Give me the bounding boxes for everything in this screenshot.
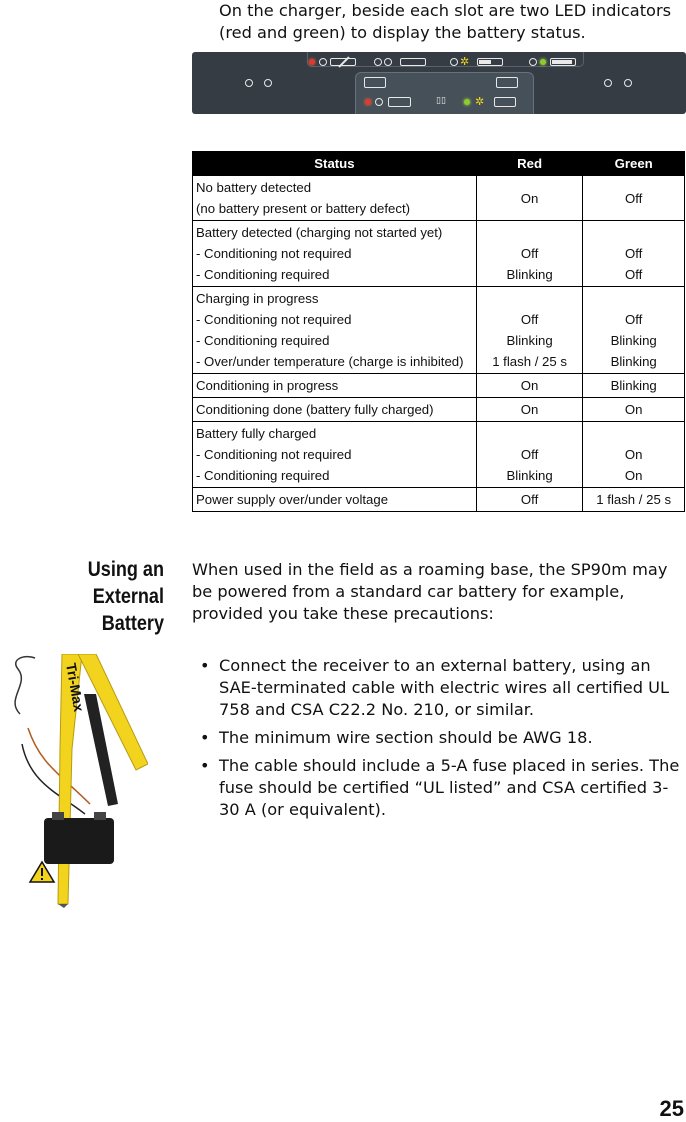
battery-charge-level <box>552 60 572 64</box>
red-value: On <box>520 190 539 206</box>
list-item-text: The cable should include a 5-A fuse placed in series. The fuse should be certified “UL listed” and CSA certified 3-30 A (or equivalent). <box>219 756 680 819</box>
warning-battery-icon <box>388 97 411 107</box>
list-item <box>192 655 686 721</box>
battery-terminal <box>52 812 64 820</box>
green-led-icon <box>464 99 470 105</box>
red-cell <box>476 488 583 512</box>
intro-paragraph: On the charger, beside each slot are two LED indicators (red and green) to display the battery status. <box>219 1 672 42</box>
tripod-battery-photo <box>0 654 148 908</box>
red-value: Off <box>520 312 539 327</box>
red-cell <box>476 287 583 374</box>
status-line: Charging in progress <box>196 291 319 306</box>
red-cell <box>476 374 583 398</box>
status-line: Battery detected (charging not started yet) <box>196 225 443 240</box>
list-item-text: The minimum wire section should be AWG 18. <box>219 728 593 747</box>
table-header-row <box>193 152 685 176</box>
section-body: When used in the field as a roaming base, the SP90m may be powered from a standard car battery for example, provided you take these precautions: <box>192 560 668 623</box>
green-value: Off <box>624 190 643 206</box>
blinking-led-icon: ✲ <box>475 95 485 108</box>
red-cell <box>476 221 583 287</box>
green-value: On <box>624 402 643 417</box>
red-value: On <box>520 402 539 417</box>
warning-icon-mark <box>41 868 43 876</box>
bullet-icon: • <box>200 756 210 775</box>
warning-icon-mark <box>41 878 43 880</box>
tripod-brand: Tri-Max <box>63 661 88 713</box>
status-cell <box>193 374 477 398</box>
status-line: - Conditioning required <box>196 267 330 282</box>
charging-battery-icon <box>477 58 503 66</box>
status-line: Power supply over/under voltage <box>196 492 389 507</box>
mounting-hole-icon <box>264 79 272 87</box>
tripod-foot <box>58 904 68 908</box>
precautions-list <box>192 655 686 827</box>
green-cell <box>583 176 685 221</box>
red-cell <box>476 422 583 488</box>
green-value: Off <box>624 267 643 282</box>
bullet-icon: • <box>200 728 210 747</box>
header-green: Green <box>583 152 685 176</box>
charger-led-panel <box>192 52 686 114</box>
led-off-icon <box>375 98 383 106</box>
green-value: 1 flash / 25 s <box>596 492 672 507</box>
red-value: Blinking <box>506 267 553 282</box>
cable-wire-black <box>22 744 85 814</box>
red-led-icon <box>365 99 371 105</box>
led-off-icon <box>384 58 392 66</box>
status-cell <box>193 287 477 374</box>
status-line: - Conditioning not required <box>196 312 352 327</box>
mounting-hole-icon <box>245 79 253 87</box>
red-value: Off <box>520 246 539 261</box>
status-line: (no battery present or battery defect) <box>196 201 411 216</box>
status-cell <box>193 176 477 221</box>
cable-wire <box>15 657 35 714</box>
led-off-icon <box>529 58 537 66</box>
table-row <box>193 221 685 287</box>
red-value: Off <box>520 492 539 507</box>
section-heading-line: Using an External <box>87 558 164 608</box>
slot-button-icon <box>496 77 518 88</box>
slot-button-icon <box>364 77 386 88</box>
list-item-text: Connect the receiver to an external battery, using an SAE-terminated cable with electric wires all certified UL 758 and CSA C22.2 No. 210, or similar. <box>219 656 670 719</box>
red-cell <box>476 398 583 422</box>
green-led-off-icon <box>319 58 327 66</box>
green-value: Blinking <box>610 333 657 348</box>
empty-battery-icon <box>400 58 426 66</box>
table-row <box>193 176 685 221</box>
status-cell <box>193 422 477 488</box>
green-value: Off <box>624 312 643 327</box>
green-cell <box>583 422 685 488</box>
red-led-icon <box>309 59 315 65</box>
status-cell <box>193 488 477 512</box>
car-battery <box>44 818 114 864</box>
green-value: Blinking <box>610 378 657 393</box>
status-line: Conditioning done (battery fully charged) <box>196 402 434 417</box>
green-cell <box>583 374 685 398</box>
status-cell <box>193 398 477 422</box>
mounting-hole-icon <box>624 79 632 87</box>
battery-terminal <box>94 812 106 820</box>
green-cell <box>583 398 685 422</box>
conditioning-battery-icon <box>494 97 516 107</box>
green-cell <box>583 221 685 287</box>
green-led-icon <box>540 59 546 65</box>
red-value: 1 flash / 25 s <box>492 354 567 369</box>
status-line: Battery fully charged <box>196 426 317 441</box>
red-value: Off <box>520 447 539 462</box>
red-value: Blinking <box>506 468 553 483</box>
full-battery-icon <box>550 58 576 66</box>
book-icon: ▯▯ <box>436 96 446 106</box>
status-line: Conditioning in progress <box>196 378 339 393</box>
table-row <box>193 287 685 374</box>
table-row <box>193 488 685 512</box>
status-line: - Conditioning required <box>196 333 330 348</box>
status-line: - Conditioning required <box>196 468 330 483</box>
mounting-hole-icon <box>604 79 612 87</box>
green-value: Blinking <box>610 354 657 369</box>
status-line: - Conditioning not required <box>196 447 352 462</box>
green-cell <box>583 488 685 512</box>
battery-status-table <box>192 151 685 512</box>
status-line: - Conditioning not required <box>196 246 352 261</box>
red-value: Blinking <box>506 333 553 348</box>
status-line: - Over/under temperature (charge is inhibited) <box>196 354 464 369</box>
section-heading-line: Battery <box>101 612 164 635</box>
green-value: On <box>624 447 643 462</box>
header-status: Status <box>193 152 477 176</box>
green-value: Off <box>624 246 643 261</box>
status-line: No battery detected <box>196 180 312 195</box>
list-item <box>192 727 686 749</box>
led-off-icon <box>374 58 382 66</box>
red-value: On <box>520 378 539 393</box>
led-off-icon <box>450 58 458 66</box>
red-cell <box>476 176 583 221</box>
list-item <box>192 755 686 821</box>
status-cell <box>193 221 477 287</box>
table-row <box>193 374 685 398</box>
green-cell <box>583 287 685 374</box>
blinking-led-icon: ✲ <box>460 55 470 68</box>
table-row <box>193 422 685 488</box>
battery-charge-level <box>479 60 491 64</box>
page-number: 25 <box>659 1096 684 1121</box>
green-value: On <box>624 468 643 483</box>
header-red: Red <box>476 152 583 176</box>
table-row <box>193 398 685 422</box>
bullet-icon: • <box>200 656 210 675</box>
section-heading <box>23 556 164 637</box>
